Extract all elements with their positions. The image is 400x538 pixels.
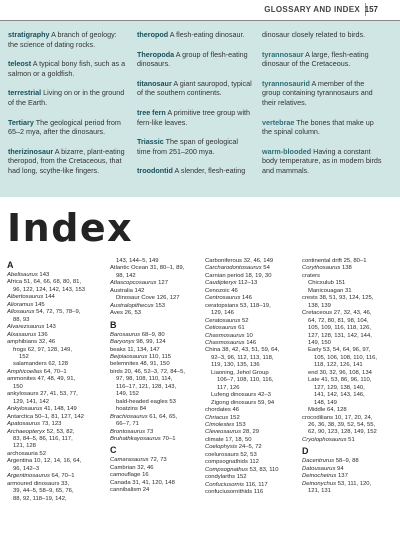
glossary-entry [137, 108, 253, 127]
index-entry: Cambrian 32, 46 [110, 464, 154, 471]
index-entry: 129, 146 [211, 310, 234, 317]
index-column [7, 258, 85, 503]
glossary-entry [262, 118, 384, 137]
glossary-definition: A branch of geology: the science of dating rocks. [8, 30, 117, 49]
index-entry: 149, 152 [116, 391, 139, 398]
glossary-definition: A flesh-eating dinosaur. [168, 30, 245, 39]
index-entry: Alvarezsaurus 143 [7, 324, 56, 331]
index-entry: Bruhathkayosaurus 70–1 [110, 435, 176, 442]
index-entry: 121, 128 [13, 443, 36, 450]
index-entry: Atlascopcosaurus 127 [110, 280, 168, 287]
glossary-term: warm-blooded [262, 146, 312, 156]
glossary-term: titanosaur [137, 78, 172, 88]
index-entry: 148, 149 [314, 399, 337, 406]
index-entry: craters [302, 272, 321, 279]
index-entry: Cenozoic 46 [205, 287, 238, 294]
index-entry: Carboniferous 32, 46, 149 [205, 258, 274, 264]
index-entry: Cretaceous 27, 32, 43, 46, [302, 310, 372, 317]
glossary-definition: The span of geological time from 251–200 mya. [137, 137, 238, 156]
glossary-entry [137, 166, 253, 176]
index-entry: 141, 142, 143, 146, [314, 392, 365, 399]
glossary-term: theropod [137, 30, 169, 39]
glossary-entry [262, 50, 384, 69]
index-entry: archosauria 52 [7, 450, 46, 457]
index-entry: frogs 62, 97, 128, 149, [13, 346, 72, 353]
index-letter-heading: C [110, 445, 117, 456]
index-entry: 143, 144–5, 149 [116, 258, 159, 264]
index-heading: Index [7, 206, 134, 250]
glossary-definition: A primitive tree group with fern-like leaves. [137, 107, 251, 127]
index-entry: Cleveosaurus 28, 29 [205, 429, 260, 436]
index-entry: 88, 92, 118–19, 142, [13, 495, 67, 502]
index-entry: 39, 44–5, 58–9, 65, 76, [13, 488, 74, 495]
index-entry: 26, 36, 38, 39, 52, 54, 55, [308, 421, 376, 428]
index-entry: Confuciusornis 116, 117 [205, 481, 268, 488]
index-entry: 88, 93 [13, 316, 30, 323]
index-entry: 66–7, 71 [116, 421, 139, 428]
index-entry: chordates 46 [205, 407, 240, 414]
glossary-definition: A typical bony fish, such as a salmon or a goldfish. [8, 59, 126, 78]
index-entry: compsognathids 112 [205, 459, 259, 466]
index-entry: Cimolestes 153 [205, 421, 246, 428]
index-entry: ankylosaurs 27, 41, 53, 77, [7, 391, 78, 398]
glossary-entry [8, 147, 126, 176]
glossary-entry [262, 30, 384, 40]
index-entry: Dacentrurus 58–9, 88 [302, 458, 359, 465]
index-entry: Allosaurus 54, 72, 75, 78–9, [7, 309, 81, 316]
index-entry: Africa 51, 64, 66, 68, 80, 81, [7, 279, 82, 286]
glossary-column [262, 30, 384, 186]
index-entry: salamanders 62, 128 [13, 361, 69, 368]
index-entry: Argentina 10, 12, 14, 16, 64, [7, 458, 82, 465]
index-letter-heading: D [302, 446, 309, 457]
index-entry: hoatzins 84 [116, 406, 147, 413]
glossary-term: tyrannosaurid [262, 78, 310, 88]
index-column [302, 258, 377, 496]
index-entry: Late 41, 53, 86, 96, 110, [308, 377, 372, 384]
index-entry: Deinocheirus 137 [302, 473, 348, 480]
index-entry: Compsognathus 53, 83, 110 [205, 466, 279, 473]
index-entry: 129, 141, 142 [13, 398, 50, 405]
glossary-definition: dinosaur closely related to birds. [262, 30, 366, 39]
page-number: 157 [364, 5, 378, 14]
index-entry: continental drift 25, 80–1 [302, 258, 367, 264]
index-entry: Lufeng dinosaurs 42–3 [211, 392, 271, 399]
index-entry: 96, 142–3 [13, 465, 40, 472]
index-entry: Australia 142 [110, 287, 145, 294]
glossary-term: stratigraphy [8, 30, 50, 39]
index-entry: 121, 131 [308, 488, 331, 495]
header-title: GLOSSARY AND INDEX [264, 5, 360, 14]
glossary-entry [137, 79, 253, 98]
index-entry: Coelophysis 24–5, 72 [205, 444, 262, 451]
glossary-term: vertebrae [262, 117, 295, 127]
index-entry: 105, 109, 116, 118, 126, [308, 325, 371, 332]
glossary-column [137, 30, 253, 186]
index-entry: Abelisaurus 143 [7, 272, 50, 278]
index-entry: Chicxulub 151 [308, 280, 346, 287]
index-entry: 152 [19, 353, 29, 360]
index-entry: China 38, 42, 43, 51, 59, 64, [205, 347, 280, 354]
glossary-column [8, 30, 126, 186]
index-entry: bald-headed eagles 53 [116, 398, 176, 405]
index-entry: Middle 64, 128 [308, 407, 347, 414]
index-entry: 150 [13, 383, 23, 390]
index-entry: Australopithecus 153 [110, 302, 166, 309]
glossary-term: therizinosaur [8, 146, 54, 156]
index-entry: 96, 122, 124, 142, 143, 153 [13, 286, 86, 293]
index-entry: Barosaurus 68–9, 80 [110, 331, 165, 338]
index-entry: 106–7, 108, 110, 116, [217, 377, 274, 384]
index-entry: ceratopsians 53, 118–19, [205, 302, 271, 309]
glossary-definition: A slender, flesh-eating [172, 166, 246, 176]
glossary-definition: A group of flesh-eating dinosaurs. [137, 49, 248, 69]
index-entry: ammonites 47, 48, 49, 91, [7, 376, 76, 383]
index-entry: camouflage 16 [110, 472, 149, 479]
index-entry: Baryonyx 98, 99, 124 [110, 339, 166, 346]
index-entry: armoured dinosaurs 33, [7, 480, 70, 487]
glossary-entry [8, 88, 126, 107]
glossary-term: Tertiary [8, 117, 34, 127]
index-entry: Amphicoelias 64, 70–1 [7, 368, 67, 375]
index-entry: Centrosaurus 146 [205, 295, 252, 302]
index-column [110, 258, 185, 495]
index-entry: belemnites 48, 91, 150 [110, 361, 170, 368]
index-entry: Brachiosaurus 61, 64, 65, [110, 413, 178, 420]
index-entry: Cetiosaurus 61 [205, 325, 245, 332]
index-entry: Antarctica 50–1, 81, 127, 142 [7, 413, 84, 420]
glossary-term: Theropoda [137, 49, 175, 59]
index-entry: Argentinosaurus 64, 70–1 [7, 473, 75, 480]
index-entry: 92–3, 96, 112, 113, 118, [211, 354, 274, 361]
index-entry: 149, 150 [308, 339, 331, 346]
index-entry: Deinonychus 53, 111, 120, [302, 480, 372, 487]
glossary-entry [137, 30, 253, 40]
index-entry: 138, 139 [308, 302, 331, 309]
index-entry: 117, 126 [217, 384, 240, 391]
glossary-term: Triassic [137, 137, 164, 147]
glossary-entry [137, 137, 253, 156]
index-entry: Canada 31, 41, 120, 148 [110, 479, 175, 486]
index-entry: Carnian period 18, 19, 30 [205, 272, 272, 279]
index-entry: beaks 11, 134, 147 [110, 346, 160, 353]
index-entry: cannibalism 24 [110, 487, 150, 494]
index-entry: crocodilians 10, 17, 20, 24, [302, 414, 373, 421]
glossary-definition: A giant sauropod, typical of the southern continents. [137, 78, 252, 98]
page-header [0, 0, 400, 21]
index-entry: 62, 90, 123, 128, 149, 152 [308, 429, 377, 436]
index-entry: Liaoning, Jehol Group [211, 369, 269, 376]
index-entry: Early 53, 54, 64, 96, 97, [308, 347, 371, 354]
glossary-entry [8, 30, 126, 49]
index-entry: Ceratosaurus 52 [205, 317, 249, 324]
glossary-entry [262, 79, 384, 108]
glossary-entry [8, 118, 126, 137]
index-entry: 97, 98, 108, 110, 114, [116, 376, 173, 383]
index-entry: Alxasaurus 136 [7, 331, 48, 338]
glossary-definition: A bizarre, plant-eating theropod, from the Cretaceous, that had long, scythe-like fingers. [8, 146, 125, 175]
index-entry: 83, 84–5, 86, 116, 117, [13, 435, 73, 442]
index-entry: 118, 122, 126, 141 [314, 362, 363, 369]
glossary-term: terrestrial [8, 88, 42, 98]
index-entry: birds 20, 46, 52–3, 72, 84–5, [110, 368, 185, 375]
index-entry: Zigong dinosaurs 59, 94 [211, 399, 275, 406]
glossary-definition: A member of the group containing tyrannosaurs and their relatives. [262, 78, 373, 107]
index-entry: climate 17, 18, 50 [205, 436, 252, 443]
glossary-entry [137, 50, 253, 69]
glossary-term: tyrannosaur [262, 49, 304, 59]
index-entry: Datousaurus 94 [302, 465, 344, 472]
index-entry: Camarasaurus 72, 73 [110, 457, 167, 464]
index-entry: Chasmosaurus 10 [205, 332, 253, 339]
glossary-term: troodontid [137, 166, 173, 176]
glossary-definition: The bones that make up the spinal column. [262, 117, 374, 137]
index-entry: Alioramus 145 [7, 301, 45, 308]
index-entry: Caudipteryx 112–13 [205, 280, 258, 287]
index-entry: 116–17, 121, 128, 143, [116, 383, 177, 390]
index-entry: coelurosaurs 52, 53 [205, 451, 257, 458]
index-entry: 119, 130, 135, 136 [211, 362, 260, 369]
index-entry: 127, 129, 138, 140, [314, 384, 365, 391]
index-entry: Aves 26, 53 [110, 310, 142, 317]
index-entry: crests 38, 51, 93, 124, 125, [302, 295, 374, 302]
index-entry: amphibians 32, 46 [7, 339, 56, 346]
index-entry: 127, 128, 131, 142, 144, [308, 332, 372, 339]
glossary-definition: Having a constant body temperature, as in modern birds and mammals. [262, 146, 382, 175]
index-entry: Archaeopteryx 52, 53, 82, [7, 428, 75, 435]
glossary-term: teleost [8, 59, 32, 69]
glossary-definition: Living on or in the ground of the Earth. [8, 88, 125, 107]
index-entry: Cryolophosaurus 51 [302, 436, 355, 443]
glossary-entry [8, 59, 126, 78]
index-entry: Dinosaur Cove 126, 127 [116, 295, 180, 302]
index-entry: confuciusornithids 116 [205, 489, 264, 496]
glossary-term: tree fern [137, 107, 166, 117]
index-entry: Chasmosaurus 146 [205, 339, 257, 346]
index-entry: Brontosaurus 73 [110, 428, 154, 435]
index-entry: Chriacus 152 [205, 414, 240, 421]
glossary-entry [262, 147, 384, 176]
glossary-definition: A large, flesh-eating dinosaur of the Cretaceous. [262, 49, 369, 69]
index-entry: Carcharodontosaurus 54 [205, 265, 270, 272]
glossary-definition: The geological period from 65–2 mya, after the dinosaurs. [8, 117, 121, 137]
index-entry: 98, 142 [116, 272, 136, 279]
index-letter-heading: B [110, 319, 117, 330]
index-entry: Beipiaosaurus 110, 115 [110, 353, 172, 360]
index-entry: Ankylosaurus 41, 148, 149 [7, 406, 77, 413]
index-entry: 105, 106, 108, 110, 116, [314, 354, 377, 361]
index-entry: Albertosaurus 144 [7, 294, 55, 301]
index-entry: Manicouagan 31 [308, 287, 352, 294]
index-entry: Apatosaurus 73, 123 [7, 421, 62, 428]
index-entry: Atlantic Ocean 31, 80–1, 89, [110, 265, 185, 272]
index-column [205, 258, 279, 497]
index-entry: Corythosaurus 138 [302, 265, 352, 272]
index-entry: condylarths 152 [205, 474, 247, 481]
index-entry: end 30, 32, 96, 108, 134 [308, 369, 372, 376]
index-letter-heading: A [7, 260, 14, 270]
index-entry: 64, 72, 80, 81, 98, 104, [308, 317, 369, 324]
